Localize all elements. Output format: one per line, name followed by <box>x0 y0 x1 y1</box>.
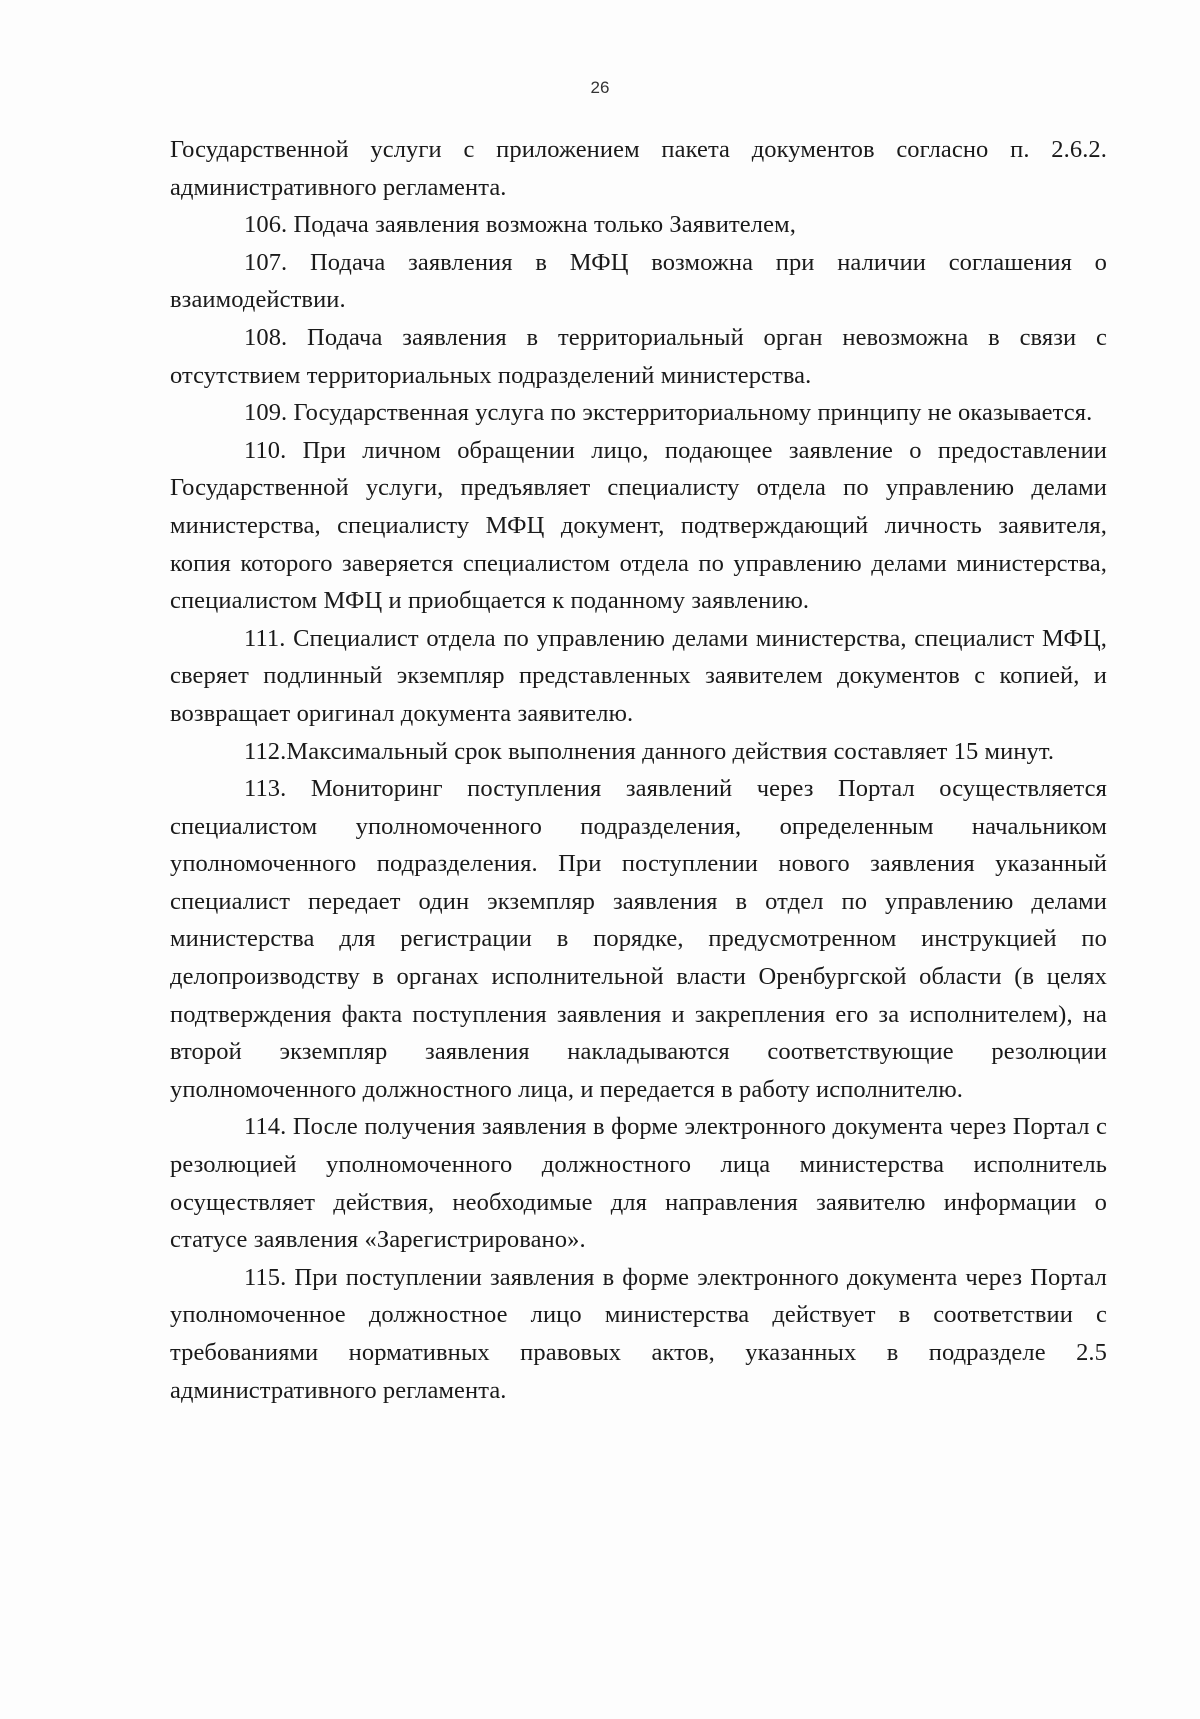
paragraph-106: 106. Подача заявления возможна только Заявителем, <box>244 211 796 239</box>
paragraph-111: 111. Специалист отдела по управлению делами министерства, специалист МФЦ, сверяет подлинный экземпляр представленных заявителем документов с копией, и возвращает оригинал документа заявителю. <box>170 624 1107 727</box>
paragraph-108: 108. Подача заявления в территориальный орган невозможна в связи с отсутствием территориальных подразделений министерства. <box>170 323 1107 389</box>
paragraph-110: 110. При личном обращении лицо, подающее заявление о предоставлении Государственной услуги, предъявляет специалисту отдела по управлению делами министерства, специалисту МФЦ документ, подтверждающий личность заявителя, копия которого заверяется специалистом отдела по управлению делами министерства, специалистом МФЦ и приобщается к поданному заявлению. <box>170 436 1107 615</box>
paragraph-114: 114. После получения заявления в форме электронного документа через Портал с резолюцией уполномоченного должностного лица министерства исполнитель осуществляет действия, необходимые для направления заявителю информации о статусе заявления «Зарегистрировано». <box>170 1113 1107 1254</box>
paragraph-113: 113. Мониторинг поступления заявлений через Портал осуществляется специалистом уполномоченного подразделения, определенным начальником уполномоченного подразделения. При поступлении нового заявления указанный специалист передает один экземпляр заявления в отдел по управлению делами министерства для регистрации в порядке, предусмотренном инструкцией по делопроизводству в органах исполнительной власти Оренбургской области (в целях подтверждения факта поступления заявления и закрепления его за исполнителем), на второй экземпляр заявления накладываются соответствующие резолюции уполномоченного должностного лица, и передается в работу исполнителю. <box>170 775 1107 1103</box>
page-number: 26 <box>590 78 610 97</box>
paragraph-107: 107. Подача заявления в МФЦ возможна при наличии соглашения о взаимодействии. <box>170 248 1107 314</box>
paragraph-112: 112.Максимальный срок выполнения данного действия составляет 15 минут. <box>244 737 1055 765</box>
paragraph-109: 109. Государственная услуга по экстерриториальному принципу не оказывается. <box>244 399 1093 427</box>
paragraph-115: 115. При поступлении заявления в форме электронного документа через Портал уполномоченное должностное лицо министерства действует в соответствии с требованиями нормативных правовых актов, указанных в подразделе 2.5 административного регламента. <box>170 1263 1107 1404</box>
paragraph-continuation: Государственной услуги с приложением пакета документов согласно п. 2.6.2. административного регламента. <box>170 136 1107 201</box>
document-body <box>170 131 1107 1409</box>
